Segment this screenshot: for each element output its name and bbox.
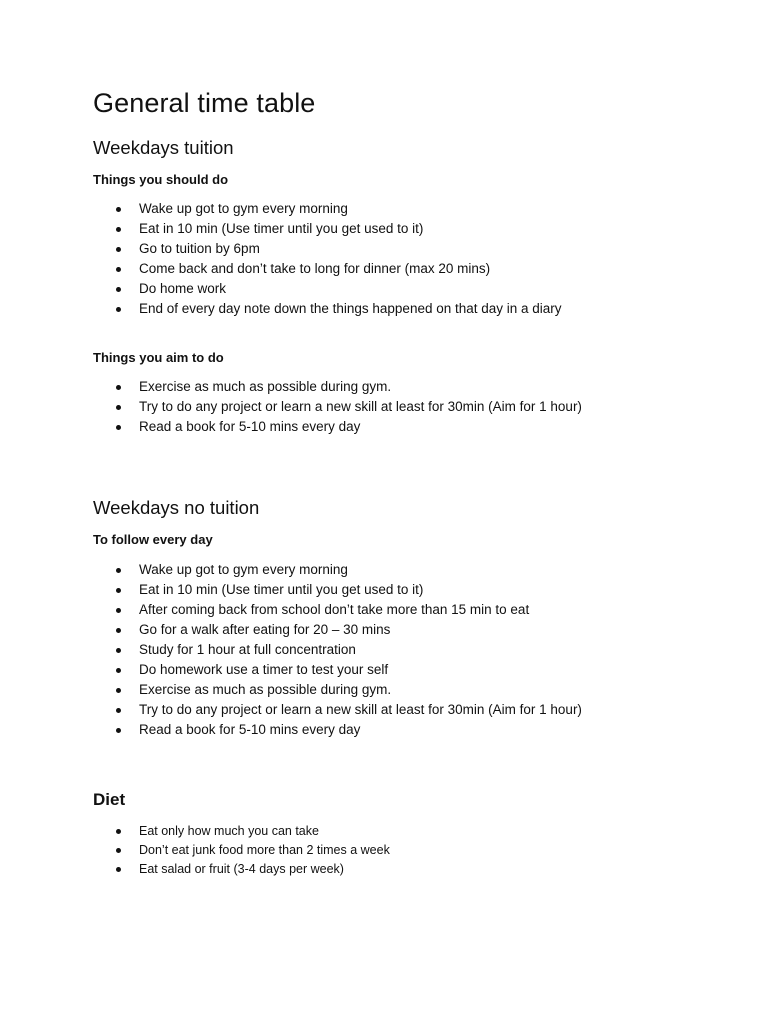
list-item: Do homework use a timer to test your self [0,660,582,680]
subheading-things-you-should-do: Things you should do [93,172,229,187]
subheading-things-you-aim-to-do: Things you aim to do [93,350,224,365]
list-item: Read a book for 5-10 mins every day [0,720,582,740]
list-item: Exercise as much as possible during gym. [0,377,582,397]
document-title: General time table [93,88,316,118]
section-heading-weekdays-no-tuition: Weekdays no tuition [93,497,260,518]
section-heading-diet: Diet [93,790,126,809]
list-item: Go for a walk after eating for 20 – 30 mins [0,620,582,640]
list-item: Wake up got to gym every morning [0,560,582,580]
list-item: Come back and don’t take to long for dinner (max 20 mins) [0,259,562,279]
list-things-you-aim-to-do [0,377,582,437]
list-item: Eat only how much you can take [0,822,390,841]
list-item: Don’t eat junk food more than 2 times a week [0,841,390,860]
list-things-you-should-do [0,199,562,319]
subheading-to-follow-every-day: To follow every day [93,532,213,547]
list-item: Try to do any project or learn a new skill at least for 30min (Aim for 1 hour) [0,397,582,417]
list-item: After coming back from school don’t take more than 15 min to eat [0,600,582,620]
list-item: Try to do any project or learn a new skill at least for 30min (Aim for 1 hour) [0,700,582,720]
list-item: Do home work [0,279,562,299]
section-heading-weekdays-tuition: Weekdays tuition [93,137,234,158]
list-item: End of every day note down the things happened on that day in a diary [0,299,562,319]
list-item: Study for 1 hour at full concentration [0,640,582,660]
list-item: Eat salad or fruit (3-4 days per week) [0,860,390,879]
list-to-follow-every-day [0,560,582,740]
list-item: Go to tuition by 6pm [0,239,562,259]
list-item: Eat in 10 min (Use timer until you get used to it) [0,580,582,600]
list-diet [0,822,390,879]
list-item: Exercise as much as possible during gym. [0,680,582,700]
list-item: Eat in 10 min (Use timer until you get used to it) [0,219,562,239]
list-item: Read a book for 5-10 mins every day [0,417,582,437]
list-item: Wake up got to gym every morning [0,199,562,219]
